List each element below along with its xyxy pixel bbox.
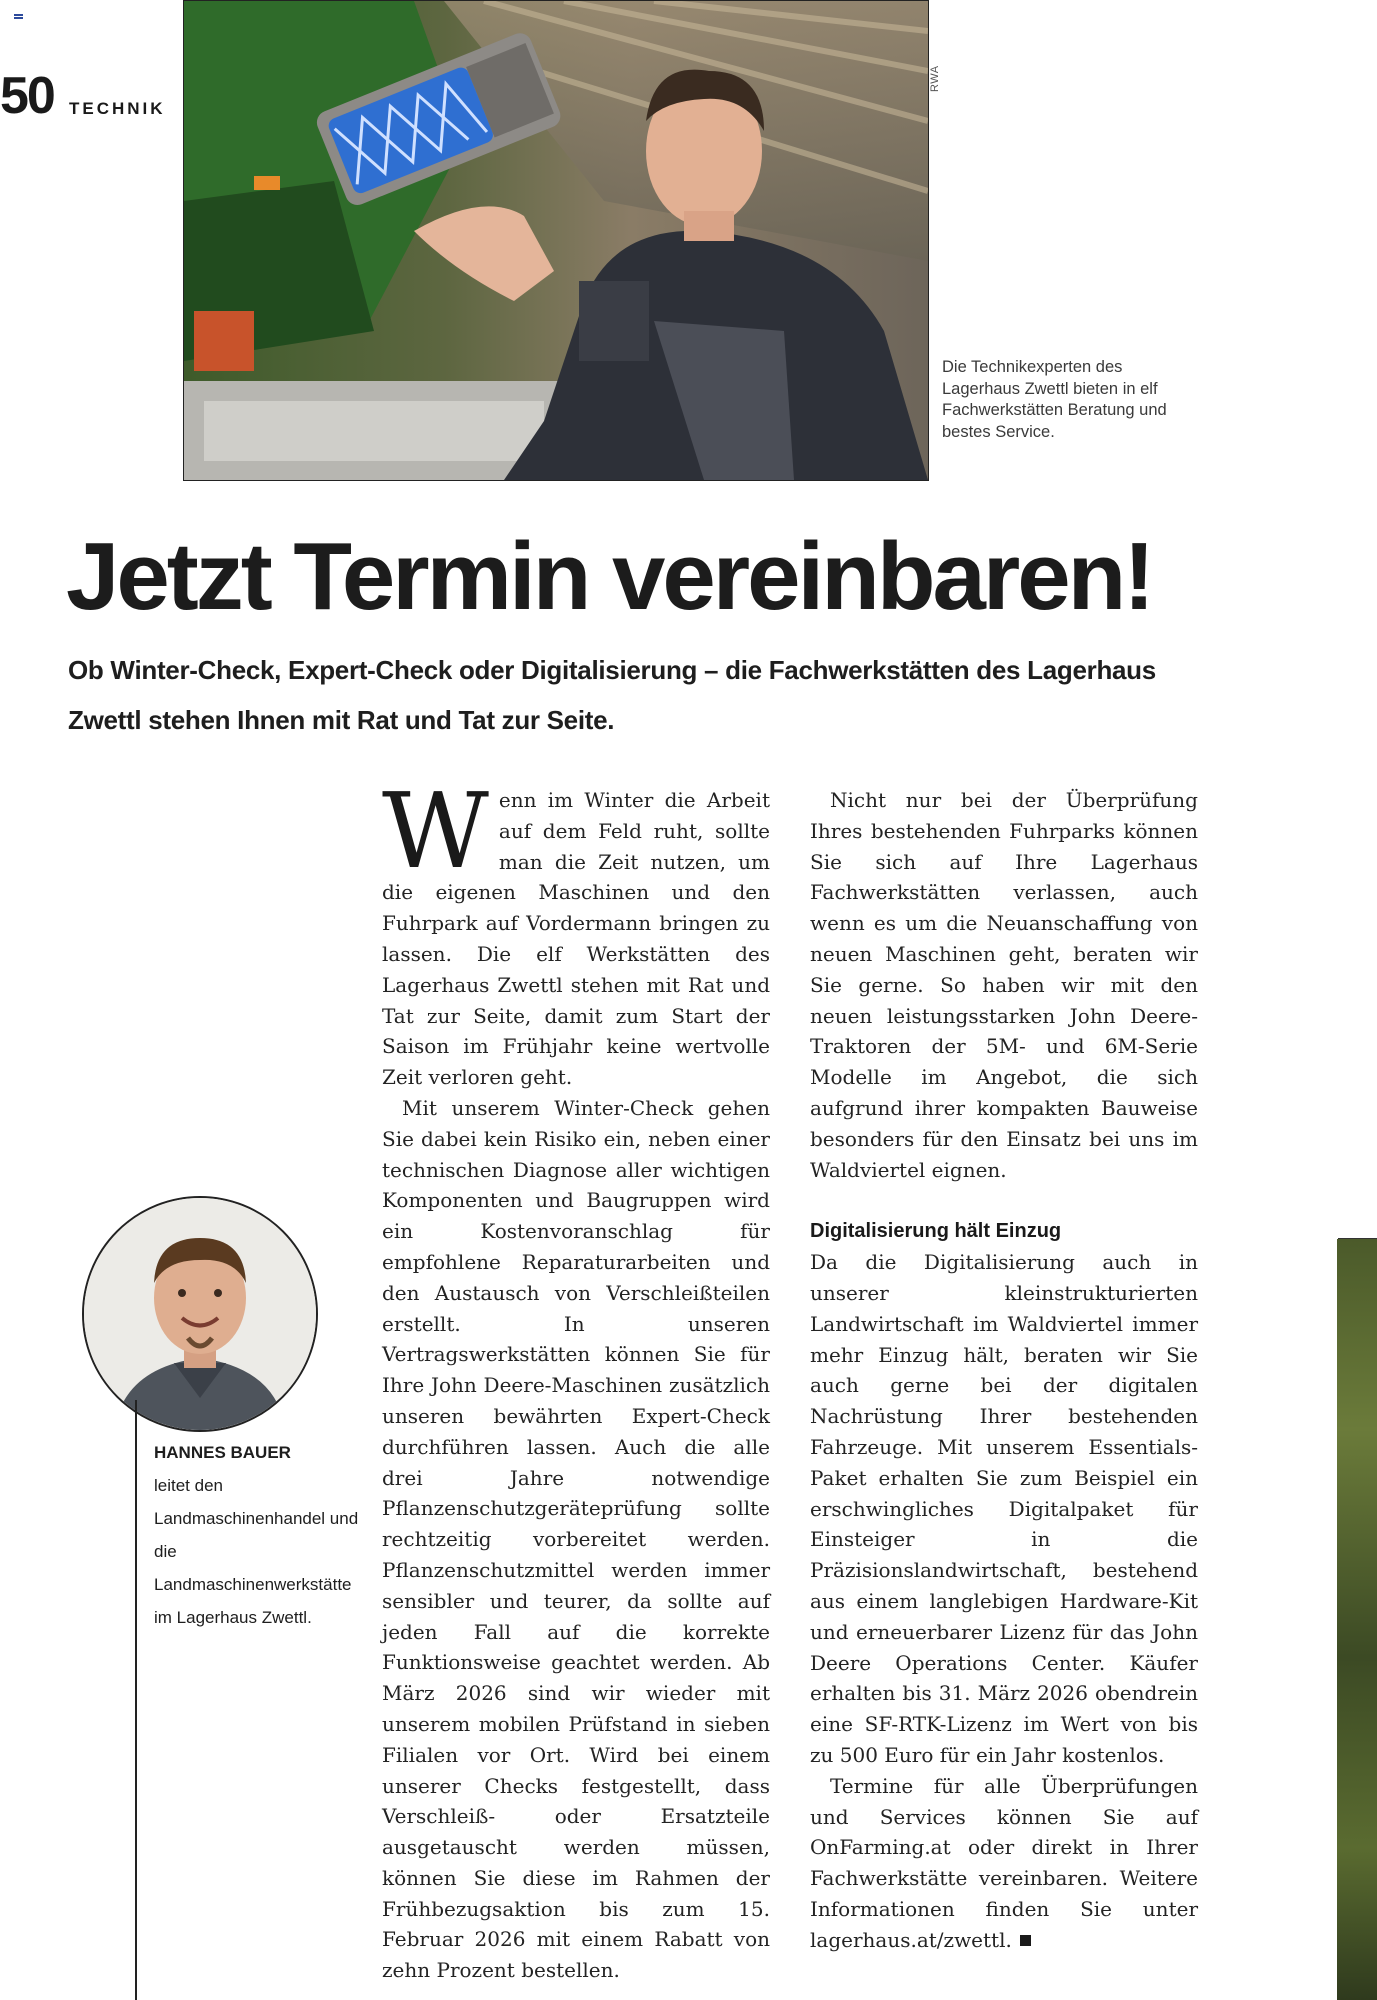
paragraph xyxy=(810,1771,1198,1956)
paragraph-text: enn im Winter die Arbeit auf dem Feld ruht, sollte man die Zeit nutzen, um die eigenen Maschinen und den Fuhrpark auf Vordermann bringen zu lassen. Die elf Werkstätten des Lagerhaus Zwettl stehen mit Rat und Tat zur Seite, damit zum Start der Saison im Frühjahr keine wertvolle Zeit verloren geht. xyxy=(382,788,770,1090)
section-label: TECHNIK xyxy=(69,99,166,118)
paragraph: Mit unserem Winter-Check gehen Sie dabei kein Risiko ein, neben einer technischen Diagnose aller wichtigen Komponenten und Baugruppen wird ein Kostenvoranschlag für empfohlene Reparaturarbeiten und den Austausch von Verschleißteilen erstellt. In unseren Vertragswerkstätten können Sie für Ihre John Deere-Maschinen zusätzlich unseren bewährten Expert-Check durchführen lassen. Auch die alle drei Jahre notwendige Pflanzenschutzgeräteprüfung sollte rechtzeitig vorbereitet werden. Pflanzenschutzmittel werden immer sensibler und teurer, da sollte auf jeden Fall auf die korrekte Funktionsweise geachtet werden. Ab März 2026 sind wir wieder mit unserem mobilen Prüfstand in sieben Filialen vor Ort. Wird bei einem unserer Checks festgestellt, dass Verschleiß- oder Ersatzteile ausgetauscht werden müssen, können Sie diese im Rahmen der Frühbezugsaktion bis zum 15. Februar 2026 mit einem Rabatt von zehn Prozent bestellen. xyxy=(382,1095,770,1983)
drop-cap: W xyxy=(382,770,489,892)
divider-line xyxy=(135,1400,137,2000)
author-role: leitet den Landmaschinenhandel und die Landmaschinenwerkstätte im Lagerhaus Zwettl. xyxy=(154,1476,359,1627)
photo-credit: RWA xyxy=(929,65,941,92)
author-name: HANNES BAUER xyxy=(154,1443,291,1462)
menu-icon[interactable] xyxy=(14,14,23,21)
paragraph xyxy=(382,770,770,1093)
workshop-photo xyxy=(183,0,929,481)
mechanic-with-air-filter-illustration xyxy=(184,1,928,480)
end-mark-icon xyxy=(1020,1935,1031,1946)
next-page-photo-edge xyxy=(1337,1239,1377,2000)
author-bio xyxy=(154,1436,364,1634)
photo-caption: Die Technikexperten des Lagerhaus Zwettl bieten in elf Fachwerkstätten Beratung und bestes Service. xyxy=(942,358,1167,441)
portrait-illustration xyxy=(84,1198,316,1430)
page-number: 50 xyxy=(0,67,54,125)
article-column-1 xyxy=(382,770,770,1986)
paragraph: Da die Digitalisierung auch in unserer kleinstrukturierten Landwirtschaft im Waldviertel immer mehr Einzug hält, beraten wir Sie auch gerne bei der digitalen Nachrüstung Ihrer bestehenden Fahrzeuge. Mit unserem Essentials-Paket erhalten Sie zum Beispiel ein erschwingliches Digitalpaket für Einsteiger in die Präzisionslandwirtschaft, bestehend aus einem langlebigen Hardware-Kit und erneuerbarer Lizenz für das John Deere Operations Center. Käufer erhalten bis 31. März 2026 obendrein eine SF-RTK-Lizenz im Wert von bis zu 500 Euro für ein Jahr kostenlos. xyxy=(810,1250,1198,1767)
subheading: Digitalisierung hält Einzug xyxy=(810,1220,1062,1243)
paragraph: Nicht nur bei der Überprüfung Ihres bestehenden Fuhrparks können Sie sich auf Ihre Lagerhaus Fachwerkstätten verlassen, auch wenn es um die Neuanschaffung von neuen Maschinen geht, beraten wir Sie gerne. So haben wir mit den neuen leistungsstarken John Deere-Traktoren der 5M- und 6M-Serie Modelle im Angebot, die sich aufgrund ihrer kompakten Bauweise besonders für den Einsatz bei uns im Waldviertel eignen. xyxy=(810,788,1198,1182)
article-column-2 xyxy=(810,785,1198,1955)
author-portrait xyxy=(82,1196,318,1432)
headline: Jetzt Termin vereinbaren! xyxy=(66,523,1153,630)
paragraph-text: Termine für alle Überprüfungen und Services können Sie auf OnFarming.at oder direkt in Ihrer Fachwerkstätte vereinbaren. Weitere Informationen finden Sie unter lagerhaus.at/zwettl. xyxy=(810,1773,1198,1952)
lead-text: Ob Winter-Check, Expert-Check oder Digitalisierung – die Fachwerkstätten des Lagerhaus Zwettl stehen Ihnen mit Rat und Tat zur Seite. xyxy=(68,655,1156,735)
